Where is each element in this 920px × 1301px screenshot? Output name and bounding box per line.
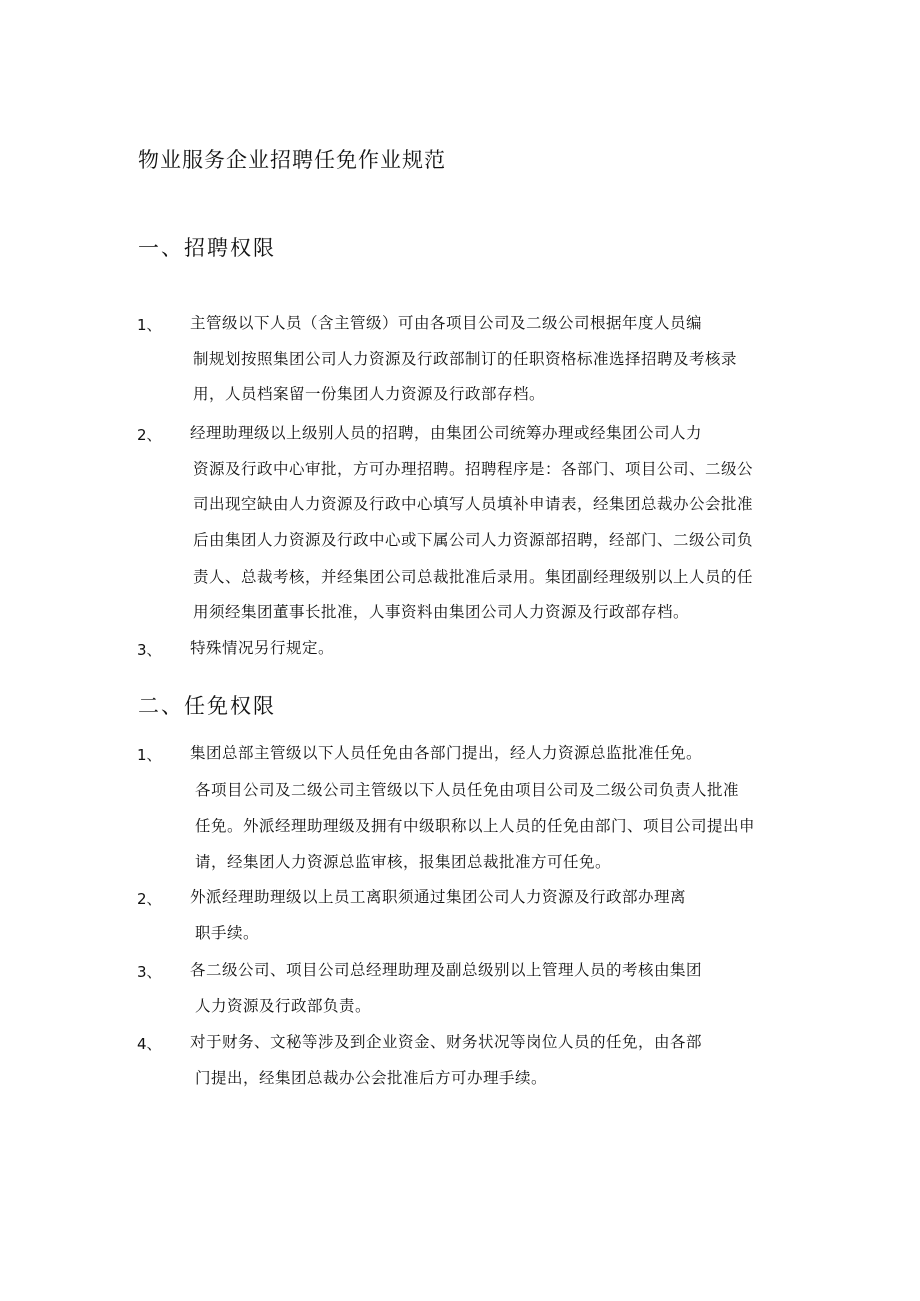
paragraph-line: 特殊情况另行规定。 [190, 639, 335, 657]
item-number: 2、 [137, 426, 162, 444]
section-heading-recruitment-authority: 一、招聘权限 [138, 236, 276, 260]
paragraph-line: 后由集团人力资源及行政中心或下属公司人力资源部招聘，经部门、二级公司负 [193, 531, 754, 549]
item-number: 3、 [137, 963, 162, 981]
paragraph-line: 司出现空缺由人力资源及行政中心填写人员填补申请表，经集团总裁办公会批准 [193, 495, 754, 513]
paragraph-line: 任免。外派经理助理级及拥有中级职称以上人员的任免由部门、项目公司提出申 [195, 817, 756, 835]
paragraph-line: 外派经理助理级以上员工离职须通过集团公司人力资源及行政部办理离 [190, 888, 687, 906]
paragraph-line: 门提出，经集团总裁办公会批准后方可办理手续。 [195, 1069, 548, 1087]
paragraph-line: 制规划按照集团公司人力资源及行政部制订的任职资格标准选择招聘及考核录 [193, 350, 738, 368]
paragraph-line: 主管级以下人员（含主管级）可由各项目公司及二级公司根据年度人员编 [190, 314, 703, 332]
section-heading-appointment-authority: 二、任免权限 [138, 694, 276, 718]
paragraph-line: 集团总部主管级以下人员任免由各部门提出，经人力资源总监批准任免。 [190, 744, 703, 762]
paragraph-line: 责人、总裁考核，并经集团公司总裁批准后录用。集团副经理级别以上人员的任 [193, 568, 754, 586]
item-number: 2、 [137, 890, 162, 908]
item-number: 3、 [137, 641, 162, 659]
item-number: 1、 [137, 316, 162, 334]
paragraph-line: 职手续。 [195, 924, 260, 942]
paragraph-line: 对于财务、文秘等涉及到企业资金、财务状况等岗位人员的任免，由各部 [190, 1033, 703, 1051]
item-number: 4、 [137, 1035, 162, 1053]
paragraph-line: 各二级公司、项目公司总经理助理及副总级别以上管理人员的考核由集团 [190, 961, 703, 979]
document-title: 物业服务企业招聘任免作业规范 [138, 148, 446, 172]
paragraph-line: 用须经集团董事长批准，人事资料由集团公司人力资源及行政部存档。 [193, 603, 690, 621]
paragraph-line: 用，人员档案留一份集团人力资源及行政部存档。 [193, 385, 546, 403]
paragraph-line: 经理助理级以上级别人员的招聘，由集团公司统筹办理或经集团公司人力 [190, 424, 703, 442]
paragraph-line: 人力资源及行政部负责。 [195, 997, 372, 1015]
paragraph-line: 资源及行政中心审批，方可办理招聘。招聘程序是：各部门、项目公司、二级公 [193, 460, 754, 478]
paragraph-line: 请，经集团人力资源总监审核，报集团总裁批准方可任免。 [195, 853, 612, 871]
paragraph-line: 各项目公司及二级公司主管级以下人员任免由项目公司及二级公司负责人批准 [195, 781, 740, 799]
item-number: 1、 [137, 746, 162, 764]
